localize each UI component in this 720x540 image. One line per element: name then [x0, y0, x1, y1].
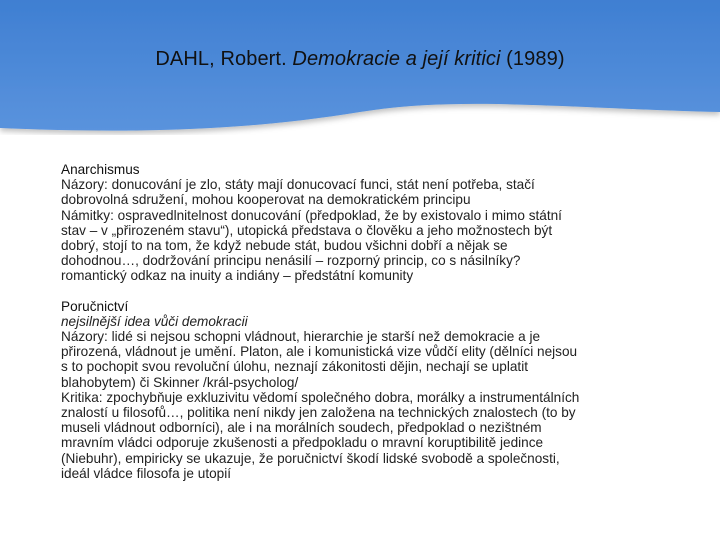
title-banner [0, 0, 720, 135]
body-line: přirozená, vládnout je umění. Platon, ale i komunistická vize vůdčí elity (dělníci nejsou [61, 344, 578, 360]
section-gap [61, 284, 673, 299]
body-line: s to pochopit svou revoluční úlohu, neznají zákonitosti dějin, nechají se uplatit [61, 359, 529, 375]
section-porucnictvi [61, 299, 673, 481]
body-line: znalostí u filosofů…, politika není nikdy jen založena na technických znalostech (to by [61, 405, 576, 421]
body-line: Názory: donucování je zlo, státy mají donucovací funci, stát není potřeba, stačí [61, 177, 535, 193]
body-line: museli vládnout odborníci), ale i na morálních soudech, předpoklad o nezištném [61, 420, 542, 436]
body-line: romantický odkaz na inuity a indiány – předstátní komunity [61, 268, 414, 284]
slide-title: DAHL, Robert. Demokracie a její kritici (1989) [155, 48, 565, 70]
body-line: Námitky: ospravedlnitelnost donucování (předpoklad, že by existovalo i mimo státní [61, 207, 562, 223]
body-line: Kritika: zpochybňuje exkluzivitu vědomí společného dobra, morálky a instrumentálních [61, 389, 580, 405]
section-anarchismus [61, 162, 673, 284]
body-line: dobrovolná sdružení, mohou kooperovat na demokratickém principu [61, 192, 471, 208]
body-line: dobrý, stojí to na tom, že když nebude stát, budou všichni dobří a nějak se [61, 238, 508, 254]
body-line: mravním vládci odporuje zkušenosti a předpokladu o mravní koruptibilitě jedince [61, 435, 544, 451]
slide-body [61, 162, 673, 481]
section-subheading: nejsilnější idea vůči demokracii [61, 313, 248, 329]
section-heading: Poručnictví [61, 298, 129, 314]
body-line: ideál vládce filosofa je utopií [61, 465, 232, 481]
body-line: (Niebuhr), empiricky se ukazuje, že poručnictví škodí lidské svobodě a společnosti, [61, 450, 560, 466]
body-line: blahobytem) či Skinner /král-psycholog/ [61, 374, 299, 390]
body-line: stav – v „přirozeném stavu“), utopická představa o člověku a jeho možnostech být [61, 222, 553, 238]
body-line: Názory: lidé si nejsou schopni vládnout, hierarchie je starší než demokracie a je [61, 329, 541, 345]
body-line: dohodnou…, dodržování principu nenásilí – rozporný princip, co s násilníky? [61, 253, 521, 269]
section-heading: Anarchismus [61, 162, 140, 177]
